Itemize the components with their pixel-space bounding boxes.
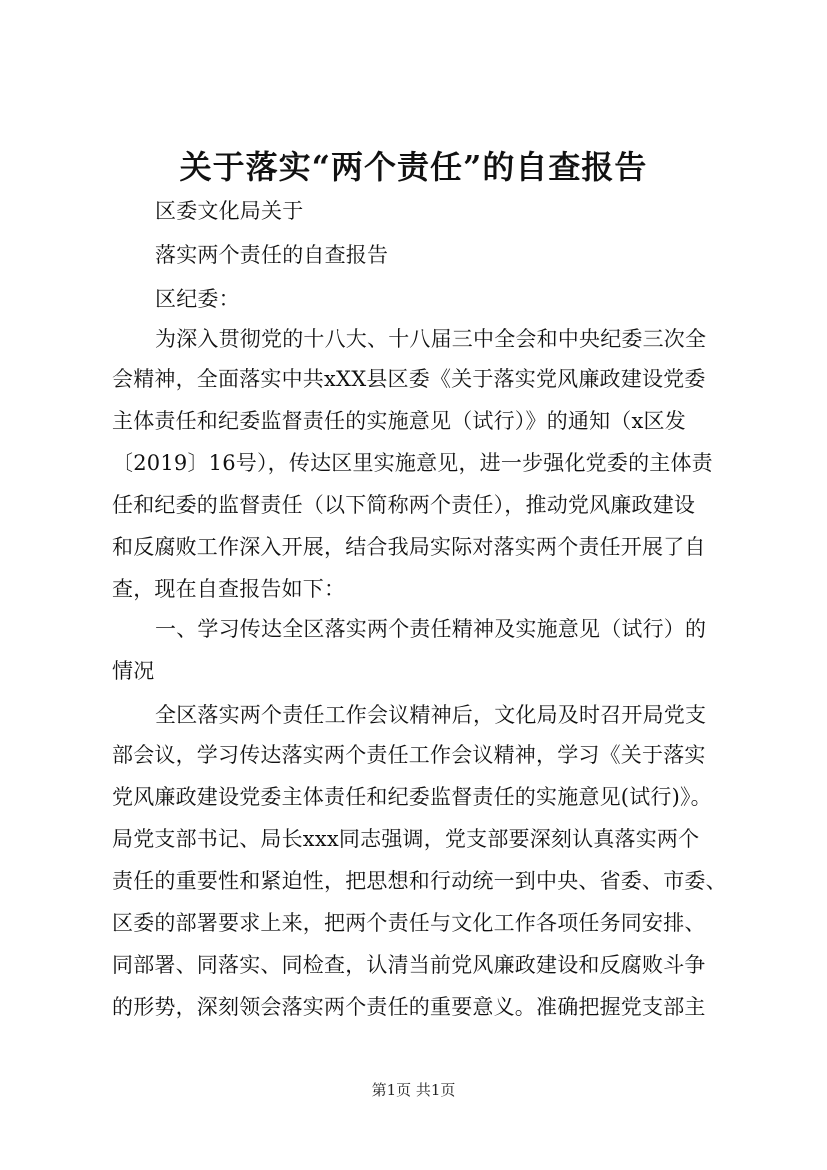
body-line: 责任的重要性和紧迫性，把思想和行动统一到中央、省委、市委、 bbox=[112, 869, 727, 893]
body-line: 局党支部书记、局长xxx同志强调，党支部要深刻认真落实两个 bbox=[112, 827, 700, 851]
body-line: 区委的部署要求上来，把两个责任与文化工作各项任务同安排、 bbox=[112, 911, 706, 935]
header-line-1: 区委文化局关于 bbox=[155, 199, 304, 223]
body-line: 为深入贯彻党的十八大、十八届三中全会和中央纪委三次全 bbox=[155, 327, 707, 351]
salutation: 区纪委： bbox=[155, 287, 240, 311]
body-line: 的形势，深刻领会落实两个责任的重要意义。准确把握党支部主 bbox=[112, 995, 706, 1019]
page-number-footer: 第1页 共1页 bbox=[371, 1081, 456, 1099]
body-line: 同部署、同落实、同检查，认清当前党风廉政建设和反腐败斗争 bbox=[112, 953, 706, 977]
body-line: 任和纪委的监督责任（以下简称两个责任），推动党风廉政建设 bbox=[112, 493, 696, 517]
body-line: 〔2019〕16号），传达区里实施意见，进一步强化党委的主体责 bbox=[112, 451, 713, 475]
body-line: 全区落实两个责任工作会议精神后，文化局及时召开局党支 bbox=[155, 703, 707, 727]
body-line: 查，现在自查报告如下： bbox=[112, 577, 346, 601]
body-line: 部会议，学习传达落实两个责任工作会议精神，学习《关于落实 bbox=[112, 743, 706, 767]
section-heading-continued: 情况 bbox=[112, 659, 155, 683]
header-line-2: 落实两个责任的自查报告 bbox=[155, 243, 389, 267]
body-line: 和反腐败工作深入开展，结合我局实际对落实两个责任开展了自 bbox=[112, 535, 706, 559]
body-line: 主体责任和纪委监督责任的实施意见（试行）》的通知（x区发 bbox=[112, 409, 686, 433]
body-line: 会精神，全面落实中共xXX县区委《关于落实党风廉政建设党委 bbox=[112, 367, 706, 391]
section-heading: 一、学习传达全区落实两个责任精神及实施意见（试行）的 bbox=[155, 617, 707, 641]
document-title: 关于落实“两个责任”的自查报告 bbox=[179, 148, 648, 186]
body-line: 党风廉政建设党委主体责任和纪委监督责任的实施意见(试行)》。 bbox=[112, 785, 712, 809]
